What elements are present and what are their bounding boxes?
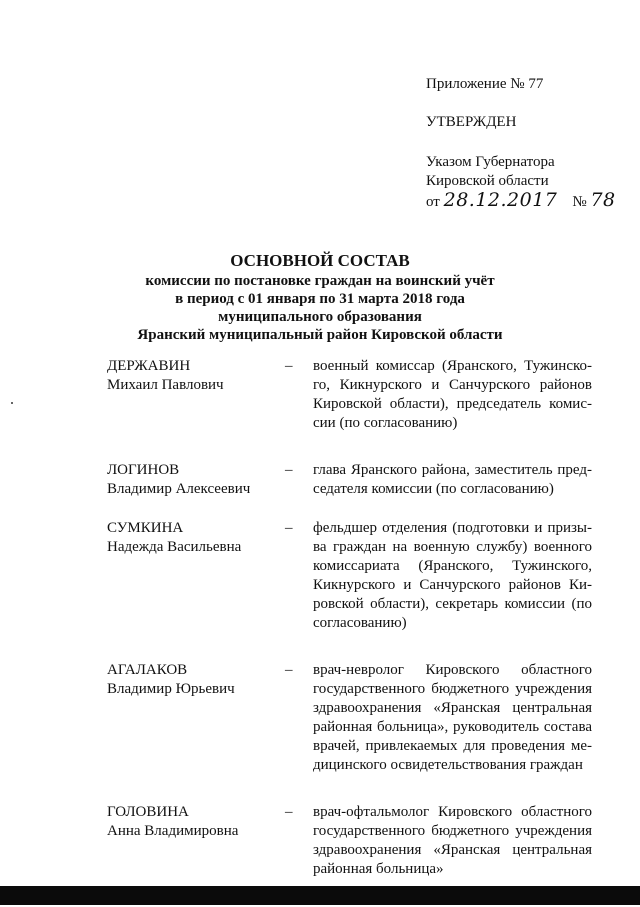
list-item — [107, 357, 592, 433]
annex-number: Приложение № 77 — [426, 76, 544, 92]
list-item — [107, 519, 592, 633]
scan-bottom-edge — [0, 886, 640, 905]
member-name — [107, 519, 285, 633]
member-given-name: Анна Владимировна — [107, 823, 239, 839]
member-surname: ЛОГИНОВ — [107, 462, 180, 478]
title-line-1: комиссии по постановке граждан на воинский учёт — [145, 273, 495, 289]
date-prefix: от — [426, 194, 440, 210]
member-name — [107, 357, 285, 433]
member-role: врач-офтальмолог Кировского областного государственного бюджетного учреждения здравоохранения «Яранская центральная районная больница» — [313, 804, 592, 877]
approval-block — [426, 75, 626, 212]
approved-label: УТВЕРЖДЕН — [426, 114, 517, 130]
title-line-3: муниципального образования — [218, 309, 422, 325]
member-name — [107, 461, 285, 499]
member-role: глава Яранского района, заместитель пред-седателя комиссии (по согласованию) — [313, 462, 592, 497]
decree-line-2: Кировской области — [426, 173, 549, 189]
handwritten-number: 78 — [590, 189, 616, 211]
decree-date-line — [426, 191, 626, 212]
list-item — [107, 461, 592, 499]
member-given-name: Надежда Васильевна — [107, 539, 242, 555]
member-surname: ГОЛОВИНА — [107, 804, 189, 820]
member-role: военный комиссар (Яранского, Тужинско-го, Кикнурского и Санчурского районов Кировской области), председатель комис-сии (по согласованию) — [313, 358, 592, 431]
title-block — [60, 250, 580, 344]
member-name — [107, 661, 285, 775]
handwritten-date: 28.12.2017 — [443, 189, 558, 211]
member-role: врач-невролог Кировского областного государственного бюджетного учреждения здравоохранения «Яранская центральная районная больница», руководитель состава врачей, привлекаемых для проведения ме-дицинского освидетельствования граждан — [313, 662, 592, 773]
title-line-2: в период с 01 января по 31 марта 2018 года — [175, 291, 465, 307]
member-surname: АГАЛАКОВ — [107, 662, 188, 678]
member-role: фельдшер отделения (подготовки и призы-ва граждан на военную службу) военного комиссариата (Яранского, Тужинского, Кикнурского и Санчурского районов Ки-ровской области), секретарь комиссии (по согласованию) — [313, 520, 592, 631]
member-dash: – — [285, 804, 293, 820]
document-title: ОСНОВНОЙ СОСТАВ — [230, 251, 410, 270]
member-given-name: Михаил Павлович — [107, 377, 224, 393]
member-given-name: Владимир Алексеевич — [107, 481, 251, 497]
member-surname: СУМКИНА — [107, 520, 184, 536]
number-label: № — [572, 194, 587, 210]
title-line-4: Яранский муниципальный район Кировской области — [137, 327, 503, 343]
decree-line-1: Указом Губернатора — [426, 154, 555, 170]
member-list — [107, 357, 592, 907]
member-dash: – — [285, 462, 293, 478]
list-item — [107, 661, 592, 775]
member-name — [107, 803, 285, 879]
scan-speck — [11, 402, 13, 404]
member-surname: ДЕРЖАВИН — [107, 358, 191, 374]
member-given-name: Владимир Юрьевич — [107, 681, 235, 697]
member-dash: – — [285, 358, 293, 374]
list-item — [107, 803, 592, 879]
member-dash: – — [285, 520, 293, 536]
member-dash: – — [285, 662, 293, 678]
